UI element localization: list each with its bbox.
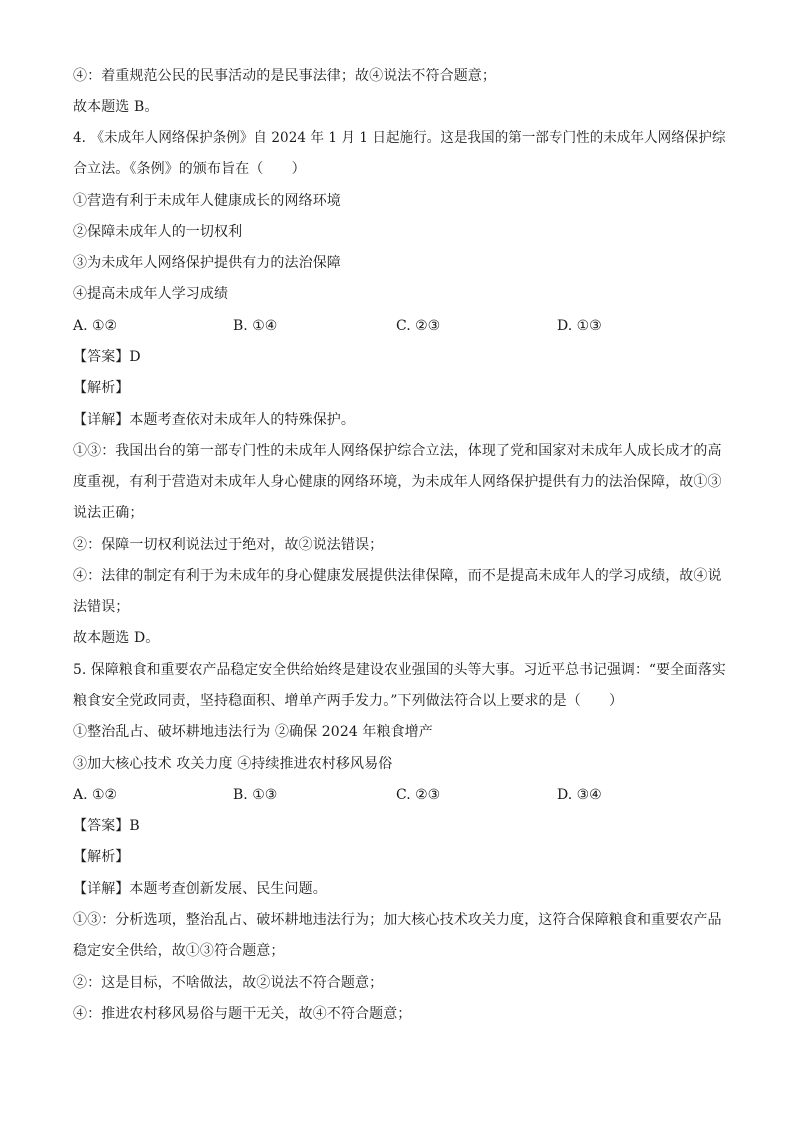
question-4-statement-2: ②保障未成年人的一切权利: [73, 224, 243, 240]
question-4-stem: 4. 《未成年人网络保护条例》自 2024 年 1 月 1 日起施行。这是我国的第一部专门性的未成年人网络保护综: [73, 130, 726, 146]
question-4-option-a: A. ①②: [73, 318, 118, 334]
detail-4-line: 度重视，有利于营造对未成年人身心健康的网络环境，为未成年人网络保护提供有力的法治保障，故①③: [73, 474, 722, 490]
detail-5-line: ②：这是目标，不啥做法，故②说法不符合题意；: [73, 975, 384, 991]
text-line: 故本题选 B。: [73, 99, 159, 115]
analysis-4-heading: 【解析】: [73, 380, 130, 396]
detail-4: 【详解】本题考查依对未成年人的特殊保护。: [73, 412, 355, 428]
detail-4-conclusion: 故本题选 D。: [73, 630, 160, 646]
detail-5-line: ④：推进农村移风易俗与题干无关，故④不符合题意；: [73, 1006, 412, 1022]
question-4-option-b: B. ①④: [233, 318, 278, 334]
question-5-option-c: C. ②③: [396, 787, 441, 803]
question-5-option-a: A. ①②: [73, 787, 118, 803]
question-5-statements-1-2: ①整治乱占、破坏耕地违法行为 ②确保 2024 年粮食增产: [73, 724, 433, 740]
question-4-stem-cont: 合立法。《条例》的颁布旨在（ ）: [73, 161, 306, 177]
detail-4-line: 说法正确；: [73, 505, 144, 521]
question-5-stem-cont: 粮食安全党政同责，坚持稳面积、增单产两手发力。”下列做法符合以上要求的是（ ）: [73, 693, 624, 709]
answer-5: 【答案】B: [73, 818, 140, 834]
detail-4-line: 法错误；: [73, 599, 130, 615]
question-5-stem: 5. 保障粮食和重要农产品稳定安全供给始终是建设农业强国的头等大事。习近平总书记强调：“要全面落实: [73, 662, 726, 678]
question-5-option-b: B. ①③: [233, 787, 278, 803]
detail-4-line: ④：法律的制定有利于为未成年的身心健康发展提供法律保障，而不是提高未成年人的学习成绩，故④说: [73, 568, 722, 584]
analysis-5-heading: 【解析】: [73, 849, 130, 865]
text-line: ④：着重规范公民的民事活动的是民事法律；故④说法不符合题意；: [73, 68, 496, 84]
detail-4-line: ①③：我国出台的第一部专门性的未成年人网络保护综合立法，体现了党和国家对未成年人成长成才的高: [73, 443, 722, 459]
question-4-option-c: C. ②③: [396, 318, 441, 334]
detail-5: 【详解】本题考查创新发展、民生问题。: [73, 881, 327, 897]
detail-5-line: ①③：分析选项，整治乱占、破坏耕地违法行为；加大核心技术攻关力度，这符合保障粮食和重要农产品: [73, 912, 722, 928]
detail-5-line: 稳定安全供给，故①③符合题意；: [73, 943, 285, 959]
question-4-statement-3: ③为未成年人网络保护提供有力的法治保障: [73, 255, 341, 271]
question-4-option-d: D. ①③: [557, 318, 602, 334]
question-4-statement-4: ④提高未成年人学习成绩: [73, 286, 229, 302]
answer-4: 【答案】D: [73, 349, 141, 365]
question-4-statement-1: ①营造有利于未成年人健康成长的网络环境: [73, 193, 341, 209]
question-5-option-d: D. ③④: [557, 787, 602, 803]
detail-4-line: ②：保障一切权利说法过于绝对，故②说法错误；: [73, 537, 384, 553]
question-5-statements-3-4: ③加大核心技术 攻关力度 ④持续推进农村移风易俗: [73, 756, 393, 772]
